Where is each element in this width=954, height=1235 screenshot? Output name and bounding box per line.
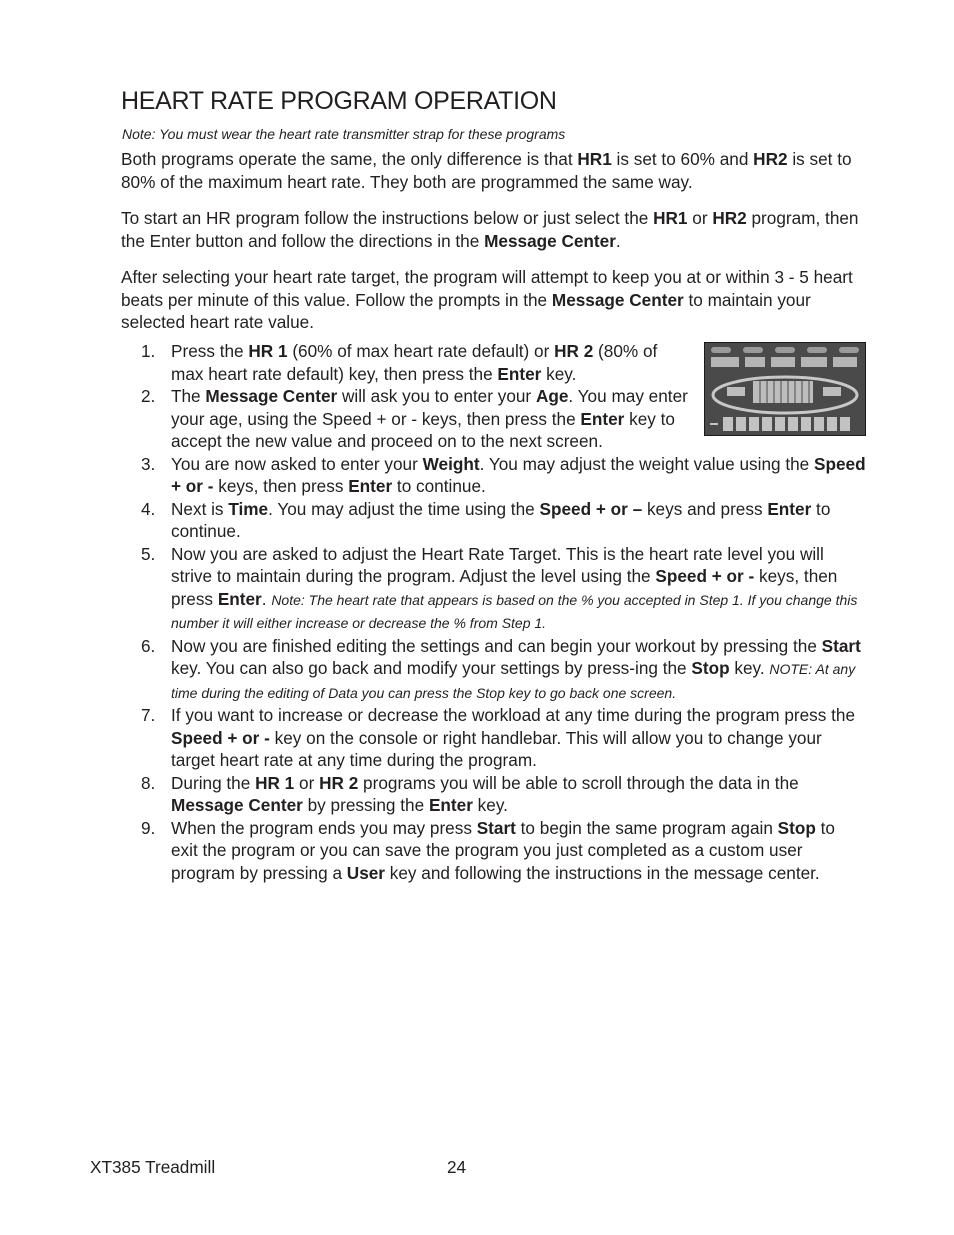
list-item: 5. Now you are asked to adjust the Heart Rate Target. This is the heart rate level you will strive to maintain during the program. Adjust the level using the Speed + or - keys, then press Enter. Note: The heart rate that appears is based on the % you accepted in Step 1. If you change this number it will either increase or decrease the % from Step 1. — [141, 543, 858, 631]
instruction-steps — [121, 340, 866, 884]
list-item: 4. Next is Time. You may adjust the time using the Speed + or – keys and press Enter to continue. — [141, 498, 831, 541]
list-item: 6. Now you are finished editing the settings and can begin your workout by pressing the Start key. You can also go back and modify your settings by press-ing the Stop key. NOTE: At any time during the editing of Data you can press the Stop key to go back one screen. — [141, 635, 861, 701]
list-item: 1. Press the HR 1 (60% of max heart rate default) or HR 2 (80% of max heart rate default) key, then press the Enter key. — [141, 341, 658, 384]
list-item: 9. When the program ends you may press Start to begin the same program again Stop to exit the program or you can save the program you just completed as a custom user program by pressing a User key and following the instructions in the message center. — [141, 817, 835, 883]
list-item: 7. If you want to increase or decrease the workload at any time during the program press the Speed + or - key on the console or right handlebar. This will allow you to change your target heart rate at any time during the program. — [141, 705, 856, 770]
intro-paragraph-1: Both programs operate the same, the only difference is that HR1 is set to 60% and HR2 is set to 80% of the maximum heart rate. They both are programmed the same way. — [121, 149, 852, 192]
page-title: HEART RATE PROGRAM OPERATION — [121, 87, 557, 115]
transmitter-note: Note: You must wear the heart rate transmitter strap for these programs — [122, 126, 566, 142]
intro-paragraph-3: After selecting your heart rate target, the program will attempt to keep you at or within 3 - 5 heart beats per minute of this value. Follow the prompts in the Message Center to maintain your selected heart rate value. — [121, 267, 853, 332]
step-note: Note: The heart rate that appears is based on the % you accepted in Step 1. If you change this number it will either increase or decrease the % from Step 1. — [171, 591, 858, 631]
intro-paragraph-2: To start an HR program follow the instructions below or just select the HR1 or HR2 program, then the Enter button and follow the directions in the Message Center. — [121, 208, 859, 251]
footer-product-name: XT385 Treadmill — [90, 1157, 216, 1177]
list-item: 2. The Message Center will ask you to enter your Age. You may enter your age, using the Speed + or - keys, then press the Enter key to accept the new value and proceed on to the next screen. — [141, 386, 688, 451]
list-item: 8. During the HR 1 or HR 2 programs you will be able to scroll through the data in the Message Center by pressing the Enter key. — [141, 772, 799, 815]
list-item: 3. You are now asked to enter your Weight. You may adjust the weight value using the Speed + or - keys, then press Enter to continue. — [141, 453, 866, 496]
page-number: 24 — [447, 1157, 467, 1177]
step-note: NOTE: At any time during the editing of Data you can press the Stop key to go back one screen. — [171, 661, 856, 701]
